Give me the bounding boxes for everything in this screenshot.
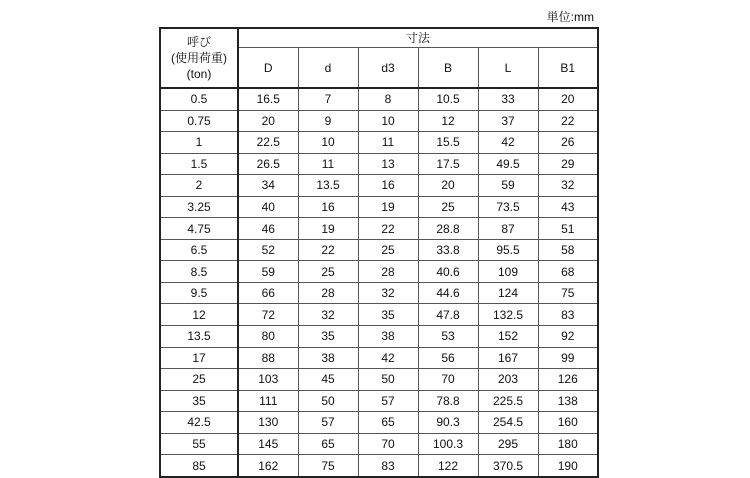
dimension-cell: 8 (358, 88, 418, 110)
dimension-cell: 50 (358, 369, 418, 391)
dimension-cell: 225.5 (478, 390, 538, 412)
dimension-cell: 17.5 (418, 153, 478, 175)
dimension-cell: 50 (298, 390, 358, 412)
dimension-cell: 46 (238, 218, 298, 240)
dimension-cell: 20 (238, 110, 298, 132)
table-row (160, 196, 598, 218)
dimension-cell: 13.5 (298, 175, 358, 197)
dimension-cell: 9 (298, 110, 358, 132)
table-row (160, 239, 598, 261)
header-row-top (160, 28, 598, 48)
dimension-cell: 167 (478, 347, 538, 369)
dimension-cell: 57 (298, 412, 358, 434)
dimension-cell: 49.5 (478, 153, 538, 175)
nominal-load-cell: 42.5 (160, 412, 238, 434)
table-header (160, 28, 598, 88)
dimension-cell: 37 (478, 110, 538, 132)
dimension-cell: 10 (358, 110, 418, 132)
dimension-cell: 47.8 (418, 304, 478, 326)
dimension-cell: 10 (298, 132, 358, 154)
dimension-cell: 28 (358, 261, 418, 283)
table-body (160, 88, 598, 477)
dimension-cell: 19 (358, 196, 418, 218)
dimension-cell: 203 (478, 369, 538, 391)
dimension-cell: 53 (418, 326, 478, 348)
dimension-cell: 70 (358, 433, 418, 455)
dimension-cell: 111 (238, 390, 298, 412)
dimension-cell: 32 (538, 175, 598, 197)
nominal-load-cell: 1.5 (160, 153, 238, 175)
dimension-cell: 83 (358, 455, 418, 477)
dimension-cell: 68 (538, 261, 598, 283)
dimension-cell: 19 (298, 218, 358, 240)
dimension-cell: 43 (538, 196, 598, 218)
dimension-cell: 138 (538, 390, 598, 412)
nominal-header-line: (使用荷重) (171, 51, 227, 65)
dimension-cell: 162 (238, 455, 298, 477)
dimension-cell: 22 (298, 239, 358, 261)
dimension-cell: 65 (298, 433, 358, 455)
dimension-cell: 58 (538, 239, 598, 261)
table-row (160, 455, 598, 477)
dimension-cell: 130 (238, 412, 298, 434)
dimension-cell: 44.6 (418, 282, 478, 304)
dimension-cell: 75 (538, 282, 598, 304)
dimension-cell: 29 (538, 153, 598, 175)
dimension-cell: 45 (298, 369, 358, 391)
dimension-cell: 33.8 (418, 239, 478, 261)
dimension-cell: 25 (358, 239, 418, 261)
nominal-load-cell: 1 (160, 132, 238, 154)
table-row (160, 261, 598, 283)
dimension-cell: 190 (538, 455, 598, 477)
dimension-cell: 22.5 (238, 132, 298, 154)
table-row (160, 110, 598, 132)
column-header-L: L (478, 48, 538, 89)
table-row (160, 347, 598, 369)
table-row (160, 132, 598, 154)
table-row (160, 304, 598, 326)
dimension-cell: 20 (418, 175, 478, 197)
column-header-d3: d3 (358, 48, 418, 89)
dimension-cell: 90.3 (418, 412, 478, 434)
dimension-cell: 75 (298, 455, 358, 477)
dimension-cell: 40.6 (418, 261, 478, 283)
dimension-cell: 295 (478, 433, 538, 455)
dimension-cell: 40 (238, 196, 298, 218)
nominal-load-cell: 6.5 (160, 239, 238, 261)
dimension-cell: 126 (538, 369, 598, 391)
dimension-cell: 180 (538, 433, 598, 455)
dimension-cell: 16 (298, 196, 358, 218)
dimension-cell: 42 (478, 132, 538, 154)
table-row (160, 433, 598, 455)
dimension-cell: 83 (538, 304, 598, 326)
dimension-cell: 11 (358, 132, 418, 154)
dimension-cell: 65 (358, 412, 418, 434)
nominal-load-cell: 2 (160, 175, 238, 197)
dimension-cell: 99 (538, 347, 598, 369)
dimension-cell: 78.8 (418, 390, 478, 412)
dimension-cell: 26 (538, 132, 598, 154)
dimension-cell: 33 (478, 88, 538, 110)
dimension-cell: 16.5 (238, 88, 298, 110)
dimension-cell: 59 (238, 261, 298, 283)
nominal-header-line: 呼び (186, 35, 211, 49)
dimension-cell: 56 (418, 347, 478, 369)
dimension-cell: 254.5 (478, 412, 538, 434)
table-row (160, 326, 598, 348)
dimension-cell: 22 (358, 218, 418, 240)
unit-label: 単位:mm (546, 10, 594, 24)
dimension-cell: 10.5 (418, 88, 478, 110)
nominal-load-cell: 9.5 (160, 282, 238, 304)
dimension-cell: 13 (358, 153, 418, 175)
dimension-cell: 15.5 (418, 132, 478, 154)
nominal-load-cell: 8.5 (160, 261, 238, 283)
dimension-cell: 87 (478, 218, 538, 240)
nominal-header-line: (ton) (186, 67, 212, 81)
dimension-cell: 25 (418, 196, 478, 218)
nominal-load-cell: 35 (160, 390, 238, 412)
dimension-cell: 124 (478, 282, 538, 304)
table-row (160, 369, 598, 391)
dimension-cell: 35 (298, 326, 358, 348)
dimension-cell: 52 (238, 239, 298, 261)
table-row (160, 88, 598, 110)
dimension-cell: 32 (298, 304, 358, 326)
nominal-load-cell: 55 (160, 433, 238, 455)
dimension-table (159, 27, 599, 478)
dimension-cell: 7 (298, 88, 358, 110)
dimension-cell: 57 (358, 390, 418, 412)
nominal-load-cell: 4.75 (160, 218, 238, 240)
dimension-cell: 92 (538, 326, 598, 348)
dimension-cell: 38 (298, 347, 358, 369)
nominal-load-cell: 3.25 (160, 196, 238, 218)
dimension-cell: 35 (358, 304, 418, 326)
column-header-B: B (418, 48, 478, 89)
dimension-cell: 38 (358, 326, 418, 348)
dimension-cell: 160 (538, 412, 598, 434)
dimension-cell: 28.8 (418, 218, 478, 240)
dimension-cell: 122 (418, 455, 478, 477)
dimension-cell: 66 (238, 282, 298, 304)
dimension-cell: 370.5 (478, 455, 538, 477)
dimension-cell: 132.5 (478, 304, 538, 326)
dimension-cell: 59 (478, 175, 538, 197)
dimension-cell: 22 (538, 110, 598, 132)
dimension-cell: 145 (238, 433, 298, 455)
nominal-load-cell: 17 (160, 347, 238, 369)
dimension-cell: 100.3 (418, 433, 478, 455)
dimension-cell: 72 (238, 304, 298, 326)
dimension-cell: 51 (538, 218, 598, 240)
table-row (160, 218, 598, 240)
dimension-cell: 28 (298, 282, 358, 304)
dimension-cell: 11 (298, 153, 358, 175)
dimension-cell: 42 (358, 347, 418, 369)
dimension-cell: 20 (538, 88, 598, 110)
table-row (160, 390, 598, 412)
nominal-load-cell: 12 (160, 304, 238, 326)
nominal-load-cell: 0.75 (160, 110, 238, 132)
table-row (160, 175, 598, 197)
nominal-load-cell: 13.5 (160, 326, 238, 348)
dimension-cell: 109 (478, 261, 538, 283)
dimension-cell: 70 (418, 369, 478, 391)
nominal-load-cell: 25 (160, 369, 238, 391)
nominal-load-cell: 85 (160, 455, 238, 477)
column-header-B1: B1 (538, 48, 598, 89)
dimension-cell: 16 (358, 175, 418, 197)
nominal-load-cell: 0.5 (160, 88, 238, 110)
table-row (160, 153, 598, 175)
dimension-cell: 25 (298, 261, 358, 283)
table-row (160, 412, 598, 434)
column-header-d: d (298, 48, 358, 89)
dimension-cell: 95.5 (478, 239, 538, 261)
dimension-cell: 32 (358, 282, 418, 304)
nominal-load-header (160, 28, 238, 88)
dimension-cell: 26.5 (238, 153, 298, 175)
dimensions-header: 寸法 (238, 28, 598, 48)
dimension-cell: 73.5 (478, 196, 538, 218)
dimension-cell: 88 (238, 347, 298, 369)
dimension-cell: 152 (478, 326, 538, 348)
dimension-cell: 80 (238, 326, 298, 348)
dimension-cell: 103 (238, 369, 298, 391)
dimension-cell: 34 (238, 175, 298, 197)
table-row (160, 282, 598, 304)
dimension-cell: 12 (418, 110, 478, 132)
column-header-D: D (238, 48, 298, 89)
